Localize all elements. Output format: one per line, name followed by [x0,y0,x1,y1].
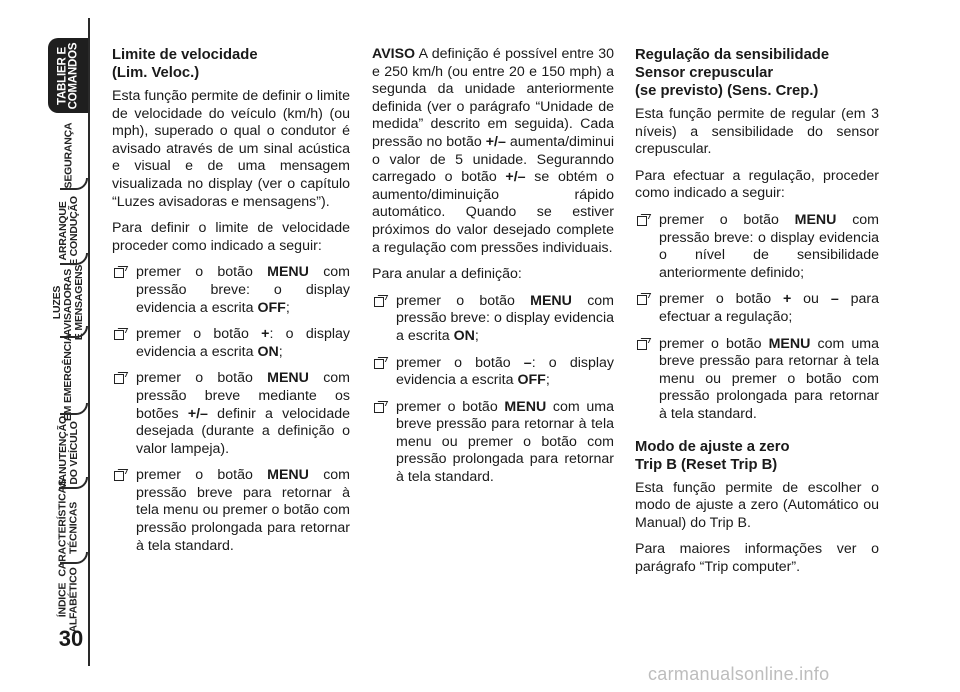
paragraph: Esta função permite de regular (em 3 níveis) a sensibilidade do sensor crepuscular. [635,106,879,158]
checkbox-bullet-icon [637,340,647,350]
checkbox-bullet-icon [637,295,647,305]
list-item: premer o botão MENU com uma breve pressão para retornar à tela menu ou premer o botão com pressão prolongada para retornar à tela standard. [635,336,879,424]
sidebar-divider [88,18,90,666]
column-speed-limit [112,46,350,564]
list-item: premer o botão –: o display evidencia a escrita OFF; [372,355,614,390]
checkbox-bullet-icon [637,216,647,226]
section-heading: Limite de velocidade (Lim. Veloc.) [112,47,258,81]
checkbox-bullet-icon [374,297,384,307]
checkbox-bullet-icon [114,374,124,384]
list-item: premer o botão MENU com pressão breve para retornar à tela menu ou premer o botão com pressão prolongada para retornar à tela standard. [112,467,350,555]
checkbox-bullet-icon [374,403,384,413]
paragraph: Para definir o limite de velocidade proceder como indicado a seguir: [112,220,350,254]
paragraph: Para maiores informações ver o parágrafo “Trip computer”. [635,541,879,575]
paragraph: Esta função permite de definir o limite de velocidade do veículo (km/h) (ou mph), superado o qual o condutor é avisado através de um sinal acústica e visual e de uma mensagem visualizada no display (ver o capítulo “Luzes avisadoras e mensagens”). [112,88,350,210]
watermark: carmanualsonline.info [648,664,830,684]
tab-label: TABLIER E COMANDOS [56,42,80,109]
section-heading: Regulação da sensibilidade Sensor crepuscular (se previsto) (Sens. Crep.) [635,47,830,99]
tab-label: LUZES AVISADORAS E MENSAGENS [51,264,86,341]
list-item: premer o botão MENU com pressão breve: o display evidencia a escrita OFF; [112,264,350,317]
list-item: premer o botão +: o display evidencia a escrita ON; [112,326,350,361]
tab-label: SEGURANÇA [62,122,75,189]
paragraph: Para anular a definição: [372,266,522,283]
warning-paragraph: AVISO A definição é possível entre 30 e 250 km/h (ou entre 20 e 150 mph) a segunda da unidade anteriormente definida (ver o parágrafo “Unidade de medida” descrito em seguida). Cada pressão no botão +/– aumenta/diminui o valor de 5 unidade. Seguranndo carregado o botão +/– se obtém o aumento/diminuição rápido automático. Quando se estiver próximos do valor desejado complete a regulação com pressões individuais. [372,46,614,256]
column-warning [372,46,614,496]
checkbox-bullet-icon [374,359,384,369]
tab-tablier-comandos[interactable] [48,38,88,113]
tab-label: CARACTERÍSTICAS TÉCNICAS [57,478,80,577]
checkbox-bullet-icon [114,471,124,481]
tab-label: ÍNDICE ALFABÉTICO [57,566,80,633]
paragraph: Para efectuar a regulação, proceder como indicado a seguir: [635,167,879,202]
list-item: premer o botão + ou – para efectuar a regulação; [635,291,879,326]
paragraph: Esta função permite de escolher o modo de ajuste a zero (Automático ou Manual) do Trip B. [635,479,879,531]
tab-label: MANUTENÇÃO DO VEÍCULO [57,415,81,490]
checkbox-bullet-icon [114,268,124,278]
list-item: premer o botão MENU com uma breve pressão para retornar à tela menu ou premer o botão com pressão prolongada para retornar à tela standard. [372,399,614,487]
warning-label: AVISO [372,46,416,62]
tab-label: EM EMERGÊNCIA [62,333,75,422]
tab-label: ARRANQUE E CONDUÇÃO [57,195,81,266]
list-item: premer o botão MENU com pressão breve mediante os botões +/– definir a velocidade desejada (durante a definição o valor lampeja). [112,370,350,458]
section-heading: Modo de ajuste a zero Trip B (Reset Trip B) [635,438,790,473]
column-sensor-trip [635,46,879,585]
list-item: premer o botão MENU com pressão breve: o display evidencia o nível de sensibilidade anteriormente definido; [635,212,879,282]
page-number: 30 [58,626,84,651]
checkbox-bullet-icon [114,330,124,340]
list-item: premer o botão MENU com pressão breve: o display evidencia a escrita ON; [372,293,614,346]
